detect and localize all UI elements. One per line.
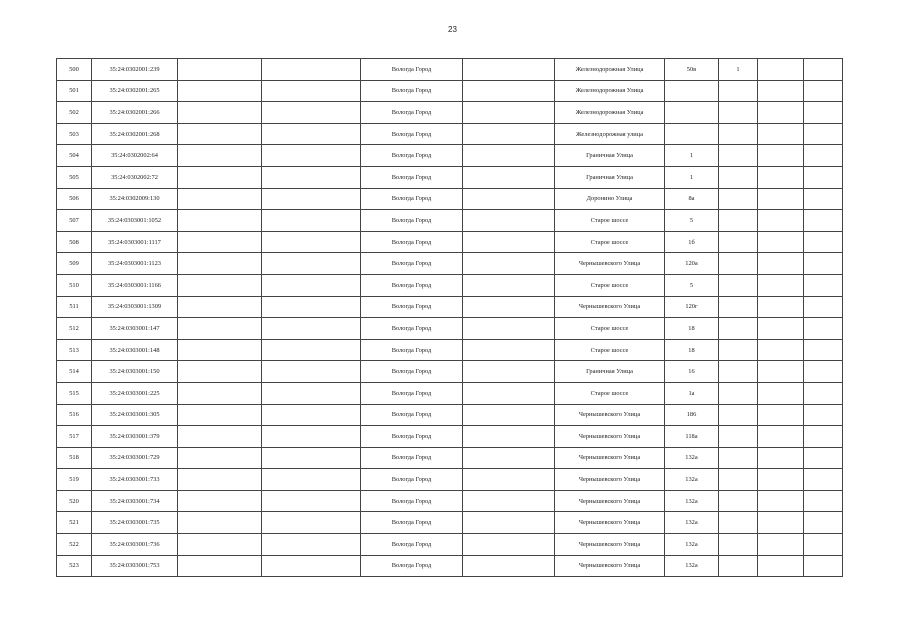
empty-cell-b xyxy=(262,426,361,448)
table-row xyxy=(57,59,843,81)
empty-cell-c xyxy=(463,145,555,167)
street-cell: Чернышевского Улица xyxy=(555,512,665,534)
street-cell: Граничная Улица xyxy=(555,361,665,383)
empty-cell-a xyxy=(178,253,262,275)
empty-cell-a xyxy=(178,447,262,469)
empty-cell-b xyxy=(262,59,361,81)
house-number-cell xyxy=(665,80,719,102)
table-row xyxy=(57,210,843,232)
cadastral-number-cell: 35:24:0303001:753 xyxy=(92,555,178,577)
empty-cell-a xyxy=(178,231,262,253)
empty-cell-a xyxy=(178,59,262,81)
empty-cell-e xyxy=(804,59,843,81)
extra-cell xyxy=(719,361,758,383)
locality-cell: Вологда Город xyxy=(361,59,463,81)
house-number-cell: 8а xyxy=(665,188,719,210)
house-number-cell: 5 xyxy=(665,210,719,232)
table-row xyxy=(57,361,843,383)
row-number-cell: 512 xyxy=(57,318,92,340)
locality-cell: Вологда Город xyxy=(361,318,463,340)
empty-cell-e xyxy=(804,253,843,275)
table-row xyxy=(57,231,843,253)
table-row xyxy=(57,102,843,124)
locality-cell: Вологда Город xyxy=(361,80,463,102)
house-number-cell: 18 xyxy=(665,318,719,340)
empty-cell-e xyxy=(804,318,843,340)
locality-cell: Вологда Город xyxy=(361,231,463,253)
empty-cell-a xyxy=(178,339,262,361)
table-row xyxy=(57,447,843,469)
empty-cell-b xyxy=(262,469,361,491)
row-number-cell: 508 xyxy=(57,231,92,253)
empty-cell-d xyxy=(758,231,804,253)
empty-cell-a xyxy=(178,145,262,167)
empty-cell-e xyxy=(804,555,843,577)
empty-cell-b xyxy=(262,447,361,469)
cadastral-number-cell: 35:24:0303001:1309 xyxy=(92,296,178,318)
extra-cell xyxy=(719,210,758,232)
row-number-cell: 501 xyxy=(57,80,92,102)
extra-cell xyxy=(719,469,758,491)
row-number-cell: 509 xyxy=(57,253,92,275)
empty-cell-d xyxy=(758,210,804,232)
empty-cell-b xyxy=(262,166,361,188)
extra-cell xyxy=(719,339,758,361)
house-number-cell xyxy=(665,102,719,124)
table-row xyxy=(57,166,843,188)
empty-cell-a xyxy=(178,361,262,383)
locality-cell: Вологда Город xyxy=(361,534,463,556)
row-number-cell: 517 xyxy=(57,426,92,448)
row-number-cell: 502 xyxy=(57,102,92,124)
extra-cell xyxy=(719,188,758,210)
empty-cell-e xyxy=(804,382,843,404)
extra-cell xyxy=(719,80,758,102)
empty-cell-b xyxy=(262,382,361,404)
empty-cell-e xyxy=(804,210,843,232)
table-row xyxy=(57,123,843,145)
empty-cell-e xyxy=(804,274,843,296)
empty-cell-a xyxy=(178,318,262,340)
empty-cell-d xyxy=(758,188,804,210)
empty-cell-d xyxy=(758,382,804,404)
empty-cell-a xyxy=(178,534,262,556)
empty-cell-b xyxy=(262,490,361,512)
locality-cell: Вологда Город xyxy=(361,123,463,145)
house-number-cell: 1 xyxy=(665,145,719,167)
street-cell: Железнодорожная улица xyxy=(555,123,665,145)
row-number-cell: 506 xyxy=(57,188,92,210)
empty-cell-a xyxy=(178,490,262,512)
street-cell: Чернышевского Улица xyxy=(555,469,665,491)
row-number-cell: 507 xyxy=(57,210,92,232)
row-number-cell: 504 xyxy=(57,145,92,167)
locality-cell: Вологда Город xyxy=(361,555,463,577)
row-number-cell: 514 xyxy=(57,361,92,383)
locality-cell: Вологда Город xyxy=(361,361,463,383)
row-number-cell: 520 xyxy=(57,490,92,512)
empty-cell-c xyxy=(463,490,555,512)
house-number-cell: 132а xyxy=(665,512,719,534)
locality-cell: Вологда Город xyxy=(361,274,463,296)
cadastral-number-cell: 35:24:0303001:735 xyxy=(92,512,178,534)
cadastral-number-cell: 35:24:0302001:265 xyxy=(92,80,178,102)
empty-cell-d xyxy=(758,361,804,383)
empty-cell-d xyxy=(758,490,804,512)
table-row xyxy=(57,490,843,512)
empty-cell-d xyxy=(758,274,804,296)
empty-cell-c xyxy=(463,339,555,361)
street-cell: Чернышевского Улица xyxy=(555,296,665,318)
row-number-cell: 518 xyxy=(57,447,92,469)
empty-cell-a xyxy=(178,274,262,296)
cadastral-number-cell: 35:24:0303001:733 xyxy=(92,469,178,491)
house-number-cell: 1 xyxy=(665,166,719,188)
cadastral-number-cell: 35:24:0302002:72 xyxy=(92,166,178,188)
table-row xyxy=(57,426,843,448)
street-cell: Чернышевского Улица xyxy=(555,534,665,556)
empty-cell-c xyxy=(463,555,555,577)
cadastral-number-cell: 35:24:0302001:266 xyxy=(92,102,178,124)
street-cell: Доронино Улица xyxy=(555,188,665,210)
locality-cell: Вологда Город xyxy=(361,253,463,275)
locality-cell: Вологда Город xyxy=(361,469,463,491)
house-number-cell: 120а xyxy=(665,253,719,275)
table-row xyxy=(57,339,843,361)
cadastral-number-cell: 35:24:0302001:239 xyxy=(92,59,178,81)
cadastral-number-cell: 35:24:0303001:148 xyxy=(92,339,178,361)
street-cell: Чернышевского Улица xyxy=(555,447,665,469)
empty-cell-d xyxy=(758,447,804,469)
empty-cell-b xyxy=(262,512,361,534)
empty-cell-a xyxy=(178,188,262,210)
cadastral-number-cell: 35:24:0303001:1123 xyxy=(92,253,178,275)
street-cell: Чернышевского Улица xyxy=(555,426,665,448)
empty-cell-a xyxy=(178,102,262,124)
empty-cell-e xyxy=(804,123,843,145)
empty-cell-b xyxy=(262,145,361,167)
extra-cell xyxy=(719,296,758,318)
empty-cell-e xyxy=(804,512,843,534)
empty-cell-e xyxy=(804,534,843,556)
empty-cell-d xyxy=(758,80,804,102)
empty-cell-a xyxy=(178,123,262,145)
empty-cell-c xyxy=(463,426,555,448)
street-cell: Чернышевского Улица xyxy=(555,555,665,577)
empty-cell-c xyxy=(463,59,555,81)
empty-cell-d xyxy=(758,123,804,145)
locality-cell: Вологда Город xyxy=(361,404,463,426)
locality-cell: Вологда Город xyxy=(361,188,463,210)
empty-cell-e xyxy=(804,469,843,491)
empty-cell-b xyxy=(262,534,361,556)
empty-cell-c xyxy=(463,166,555,188)
table-row xyxy=(57,469,843,491)
empty-cell-b xyxy=(262,210,361,232)
locality-cell: Вологда Город xyxy=(361,490,463,512)
empty-cell-e xyxy=(804,188,843,210)
house-number-cell: 120г xyxy=(665,296,719,318)
empty-cell-e xyxy=(804,404,843,426)
street-cell: Железнодорожная Улица xyxy=(555,102,665,124)
row-number-cell: 519 xyxy=(57,469,92,491)
extra-cell xyxy=(719,512,758,534)
row-number-cell: 503 xyxy=(57,123,92,145)
row-number-cell: 516 xyxy=(57,404,92,426)
locality-cell: Вологда Город xyxy=(361,447,463,469)
empty-cell-e xyxy=(804,102,843,124)
empty-cell-a xyxy=(178,555,262,577)
empty-cell-a xyxy=(178,404,262,426)
cadastral-number-cell: 35:24:0303001:305 xyxy=(92,404,178,426)
empty-cell-c xyxy=(463,210,555,232)
empty-cell-c xyxy=(463,231,555,253)
empty-cell-e xyxy=(804,145,843,167)
house-number-cell: 186 xyxy=(665,404,719,426)
locality-cell: Вологда Город xyxy=(361,426,463,448)
house-number-cell: 132а xyxy=(665,555,719,577)
empty-cell-c xyxy=(463,447,555,469)
empty-cell-b xyxy=(262,318,361,340)
empty-cell-b xyxy=(262,188,361,210)
locality-cell: Вологда Город xyxy=(361,296,463,318)
house-number-cell: 132а xyxy=(665,447,719,469)
empty-cell-e xyxy=(804,426,843,448)
table-row xyxy=(57,555,843,577)
table-row xyxy=(57,145,843,167)
empty-cell-e xyxy=(804,447,843,469)
empty-cell-d xyxy=(758,145,804,167)
empty-cell-e xyxy=(804,80,843,102)
empty-cell-a xyxy=(178,512,262,534)
street-cell: Железнодорожная Улица xyxy=(555,80,665,102)
house-number-cell: 132а xyxy=(665,469,719,491)
empty-cell-d xyxy=(758,512,804,534)
table-row xyxy=(57,318,843,340)
empty-cell-d xyxy=(758,59,804,81)
extra-cell xyxy=(719,426,758,448)
cadastral-number-cell: 35:24:0303001:1117 xyxy=(92,231,178,253)
cadastral-number-cell: 35:24:0303001:225 xyxy=(92,382,178,404)
empty-cell-e xyxy=(804,231,843,253)
empty-cell-a xyxy=(178,166,262,188)
extra-cell: 1 xyxy=(719,59,758,81)
empty-cell-b xyxy=(262,361,361,383)
empty-cell-a xyxy=(178,296,262,318)
house-number-cell xyxy=(665,123,719,145)
house-number-cell: 16 xyxy=(665,361,719,383)
empty-cell-d xyxy=(758,534,804,556)
empty-cell-e xyxy=(804,490,843,512)
extra-cell xyxy=(719,318,758,340)
house-number-cell: 5 xyxy=(665,274,719,296)
extra-cell xyxy=(719,102,758,124)
row-number-cell: 523 xyxy=(57,555,92,577)
registry-table xyxy=(56,58,843,577)
extra-cell xyxy=(719,145,758,167)
table-row xyxy=(57,188,843,210)
row-number-cell: 500 xyxy=(57,59,92,81)
cadastral-number-cell: 35:24:0303001:729 xyxy=(92,447,178,469)
empty-cell-c xyxy=(463,469,555,491)
empty-cell-c xyxy=(463,512,555,534)
empty-cell-c xyxy=(463,318,555,340)
empty-cell-b xyxy=(262,339,361,361)
table-row xyxy=(57,274,843,296)
empty-cell-c xyxy=(463,361,555,383)
empty-cell-d xyxy=(758,296,804,318)
cadastral-number-cell: 35:24:0303001:379 xyxy=(92,426,178,448)
extra-cell xyxy=(719,534,758,556)
empty-cell-b xyxy=(262,80,361,102)
cadastral-number-cell: 35:24:0303001:734 xyxy=(92,490,178,512)
empty-cell-d xyxy=(758,102,804,124)
empty-cell-b xyxy=(262,404,361,426)
locality-cell: Вологда Город xyxy=(361,512,463,534)
empty-cell-b xyxy=(262,231,361,253)
empty-cell-d xyxy=(758,166,804,188)
empty-cell-b xyxy=(262,123,361,145)
empty-cell-b xyxy=(262,555,361,577)
extra-cell xyxy=(719,123,758,145)
empty-cell-c xyxy=(463,296,555,318)
empty-cell-c xyxy=(463,123,555,145)
cadastral-number-cell: 35:24:0303001:150 xyxy=(92,361,178,383)
empty-cell-d xyxy=(758,555,804,577)
house-number-cell: 1а xyxy=(665,382,719,404)
locality-cell: Вологда Город xyxy=(361,210,463,232)
house-number-cell: 18 xyxy=(665,339,719,361)
house-number-cell: 132а xyxy=(665,534,719,556)
extra-cell xyxy=(719,447,758,469)
empty-cell-d xyxy=(758,404,804,426)
extra-cell xyxy=(719,231,758,253)
table-row xyxy=(57,80,843,102)
street-cell: Чернышевского Улица xyxy=(555,253,665,275)
table-row xyxy=(57,534,843,556)
street-cell: Железнодорожная Улица xyxy=(555,59,665,81)
empty-cell-a xyxy=(178,426,262,448)
empty-cell-e xyxy=(804,166,843,188)
locality-cell: Вологда Город xyxy=(361,339,463,361)
house-number-cell: 118а xyxy=(665,426,719,448)
empty-cell-d xyxy=(758,469,804,491)
row-number-cell: 515 xyxy=(57,382,92,404)
cadastral-number-cell: 35:24:0303001:147 xyxy=(92,318,178,340)
empty-cell-c xyxy=(463,404,555,426)
empty-cell-b xyxy=(262,102,361,124)
cadastral-number-cell: 35:24:0303001:736 xyxy=(92,534,178,556)
empty-cell-d xyxy=(758,318,804,340)
table-row xyxy=(57,253,843,275)
empty-cell-c xyxy=(463,274,555,296)
extra-cell xyxy=(719,490,758,512)
empty-cell-e xyxy=(804,361,843,383)
table-row xyxy=(57,296,843,318)
street-cell: Чернышевского Улица xyxy=(555,404,665,426)
street-cell: Старое шоссе xyxy=(555,382,665,404)
locality-cell: Вологда Город xyxy=(361,166,463,188)
empty-cell-e xyxy=(804,339,843,361)
empty-cell-b xyxy=(262,296,361,318)
empty-cell-c xyxy=(463,188,555,210)
empty-cell-c xyxy=(463,102,555,124)
row-number-cell: 511 xyxy=(57,296,92,318)
extra-cell xyxy=(719,555,758,577)
empty-cell-b xyxy=(262,274,361,296)
locality-cell: Вологда Город xyxy=(361,102,463,124)
row-number-cell: 521 xyxy=(57,512,92,534)
house-number-cell: 50в xyxy=(665,59,719,81)
empty-cell-a xyxy=(178,382,262,404)
empty-cell-c xyxy=(463,382,555,404)
extra-cell xyxy=(719,166,758,188)
empty-cell-a xyxy=(178,80,262,102)
house-number-cell: 1б xyxy=(665,231,719,253)
empty-cell-c xyxy=(463,80,555,102)
street-cell: Старое шоссе xyxy=(555,231,665,253)
empty-cell-a xyxy=(178,469,262,491)
page-number: 23 xyxy=(448,25,457,34)
empty-cell-b xyxy=(262,253,361,275)
row-number-cell: 522 xyxy=(57,534,92,556)
locality-cell: Вологда Город xyxy=(361,382,463,404)
row-number-cell: 513 xyxy=(57,339,92,361)
street-cell: Граничная Улица xyxy=(555,166,665,188)
cadastral-number-cell: 35:24:0303001:1166 xyxy=(92,274,178,296)
locality-cell: Вологда Город xyxy=(361,145,463,167)
row-number-cell: 505 xyxy=(57,166,92,188)
extra-cell xyxy=(719,404,758,426)
cadastral-number-cell: 35:24:0303001:1052 xyxy=(92,210,178,232)
registry-body xyxy=(57,59,843,577)
empty-cell-d xyxy=(758,339,804,361)
street-cell: Старое шоссе xyxy=(555,274,665,296)
extra-cell xyxy=(719,253,758,275)
empty-cell-e xyxy=(804,296,843,318)
street-cell: Граничная Улица xyxy=(555,145,665,167)
cadastral-number-cell: 35:24:0302002:64 xyxy=(92,145,178,167)
empty-cell-a xyxy=(178,210,262,232)
house-number-cell: 132а xyxy=(665,490,719,512)
row-number-cell: 510 xyxy=(57,274,92,296)
cadastral-number-cell: 35:24:0302009:130 xyxy=(92,188,178,210)
table-row xyxy=(57,512,843,534)
street-cell: Чернышевского Улица xyxy=(555,490,665,512)
empty-cell-d xyxy=(758,426,804,448)
empty-cell-c xyxy=(463,534,555,556)
cadastral-number-cell: 35:24:0302001:268 xyxy=(92,123,178,145)
street-cell: Старое шоссе xyxy=(555,210,665,232)
table-row xyxy=(57,404,843,426)
street-cell: Старое шоссе xyxy=(555,339,665,361)
empty-cell-c xyxy=(463,253,555,275)
extra-cell xyxy=(719,274,758,296)
extra-cell xyxy=(719,382,758,404)
table-row xyxy=(57,382,843,404)
street-cell: Старое шоссе xyxy=(555,318,665,340)
empty-cell-d xyxy=(758,253,804,275)
